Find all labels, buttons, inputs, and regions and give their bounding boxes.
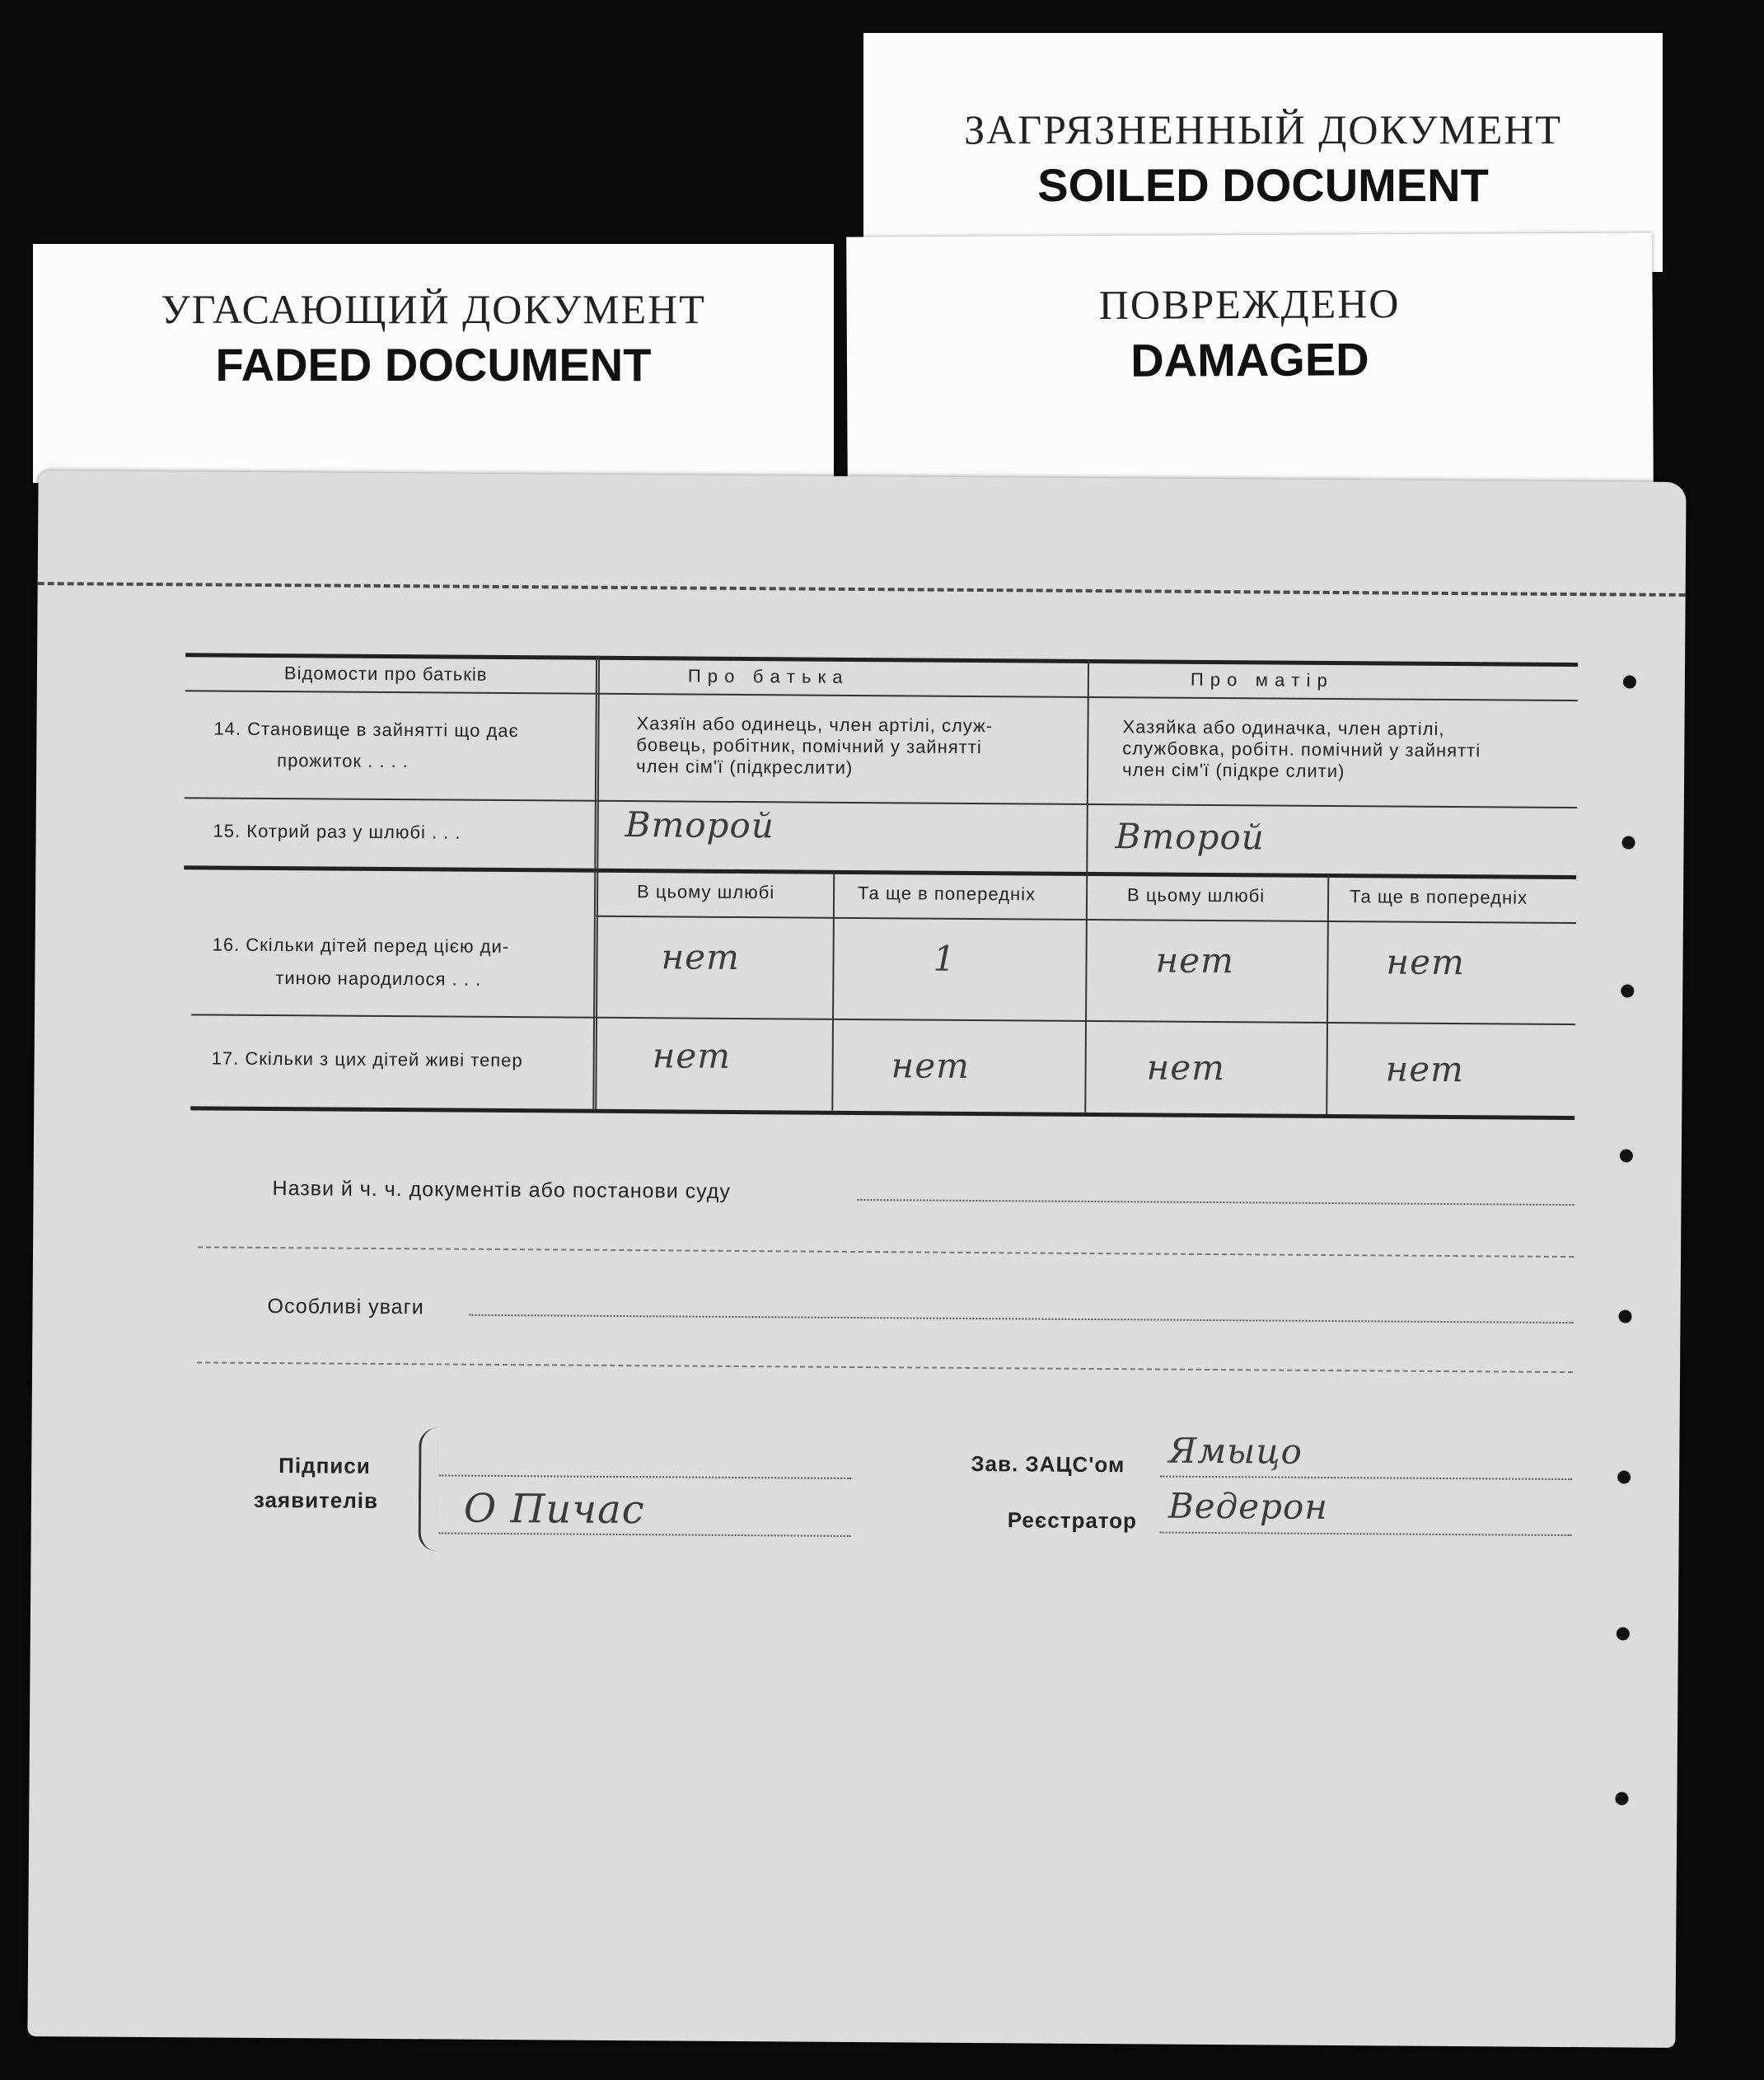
registrar-line: [1160, 1532, 1572, 1536]
registrar-signature: Ведерон: [1167, 1485, 1329, 1527]
punch-hole: [1620, 1149, 1633, 1162]
punch-hole: [1615, 1792, 1628, 1805]
row17-mother-prev: нет: [1385, 1048, 1465, 1090]
punch-hole: [1623, 675, 1636, 688]
row15-mother-value: Второй: [1115, 816, 1265, 858]
remarks-label: Особливі уваги: [267, 1295, 424, 1319]
applicant-line-1: [439, 1474, 851, 1478]
subheader-father-this: В цьому шлюбі: [637, 881, 775, 903]
remarks-rule: [197, 1361, 1573, 1373]
punch-hole: [1621, 836, 1635, 849]
signatures-bracket: [419, 1427, 438, 1551]
subheader-mother-this: В цьому шлюбі: [1127, 884, 1266, 906]
row14-mother-3: член сім'ї (підкре слити): [1122, 759, 1345, 782]
row15-rule: [184, 865, 1576, 879]
row16-father-this: нет: [661, 936, 741, 977]
row16-mother-prev: нет: [1386, 941, 1466, 983]
row16-label-2: тиною народилося . . .: [275, 967, 482, 990]
signatures-label-1: Підписи: [278, 1453, 371, 1478]
subheader-mother-prev: Та ще в попередніх: [1350, 886, 1528, 908]
header-father: П р о б а т ь к а: [687, 665, 844, 687]
subheader-father-prev: Та ще в попередніх: [858, 882, 1036, 905]
col-divider-father-sub: [831, 872, 835, 1111]
head-label: Зав. ЗАЦС'ом: [971, 1450, 1125, 1478]
row14-rule: [185, 797, 1577, 808]
applicant-signature: О Пичас: [463, 1485, 645, 1534]
damaged-label-ru: ПОВРЕЖДЕНО: [1098, 280, 1401, 328]
row17-mother-this: нет: [1146, 1047, 1226, 1089]
punch-hole: [1621, 984, 1634, 997]
soiled-label-en: SOILED DOCUMENT: [1037, 159, 1489, 211]
row14-mother-2: службовка, робітн. помічний у зайнятті: [1122, 738, 1481, 761]
punch-hole: [1617, 1470, 1631, 1483]
col-divider-parents: [592, 656, 600, 1109]
row17-father-prev: нет: [891, 1045, 971, 1086]
row14-father-2: бовець, робітник, помічний у зайнятті: [636, 734, 982, 758]
applicant-line-2: [439, 1532, 851, 1536]
faded-document-label: [33, 244, 834, 483]
row17-label: 17. Скільки з цих дітей живі тепер: [211, 1047, 523, 1071]
faded-label-ru: УГАСАЮЩИЙ ДОКУМЕНТ: [161, 286, 706, 332]
table-bottom-rule: [190, 1106, 1574, 1120]
table-header-rule: [185, 690, 1578, 701]
record-sheet: [27, 471, 1686, 2048]
documents-rule: [198, 1246, 1574, 1258]
faded-label-en: FADED DOCUMENT: [215, 339, 652, 391]
row16-mother-this: нет: [1155, 939, 1235, 981]
row15-father-value: Второй: [625, 804, 775, 846]
row17-father-this: нет: [652, 1035, 732, 1076]
head-signature: Ямыцо: [1168, 1430, 1303, 1472]
documents-dotted-line: [857, 1199, 1574, 1206]
row14-label-1: 14. Становище в зайнятті що дає: [213, 718, 519, 742]
documents-label: Назви й ч. ч. документів або постанови суду: [272, 1177, 732, 1203]
head-line: [1160, 1476, 1572, 1480]
soiled-label-ru: ЗАГРЯЗНЕННЫЙ ДОКУМЕНТ: [964, 106, 1562, 152]
col-divider-mother: [1084, 659, 1089, 1113]
row14-label-2: прожиток . . . .: [277, 750, 409, 772]
damaged-label-en: DAMAGED: [1130, 333, 1369, 386]
damaged-document-label: [846, 232, 1654, 492]
row15-label: 15. Котрий раз у шлюбі . . .: [213, 820, 461, 843]
row14-father-1: Хазяїн або одинець, член артілі, служ-: [636, 713, 994, 737]
row16-rule: [191, 1014, 1575, 1025]
perforation-line: [38, 582, 1686, 597]
punch-hole: [1617, 1627, 1630, 1640]
row14-mother-1: Хазяйка або одиначка, член артілі,: [1122, 716, 1445, 739]
row14-father-3: член сім'ї (підкреслити): [636, 756, 854, 778]
col-divider-mother-sub: [1326, 875, 1329, 1114]
punch-hole: [1618, 1309, 1631, 1323]
remarks-dotted-line: [470, 1314, 1574, 1323]
signatures-label-2: заявителів: [253, 1487, 379, 1513]
header-parents: Відомости про батьків: [283, 663, 488, 685]
header-mother: П р о м а т і р: [1190, 668, 1328, 691]
row16-father-prev: 1: [933, 938, 957, 979]
row16-label-1: 16. Скільки дітей перед цією ди-: [212, 934, 510, 958]
registrar-label: Реєстратор: [1007, 1507, 1138, 1534]
